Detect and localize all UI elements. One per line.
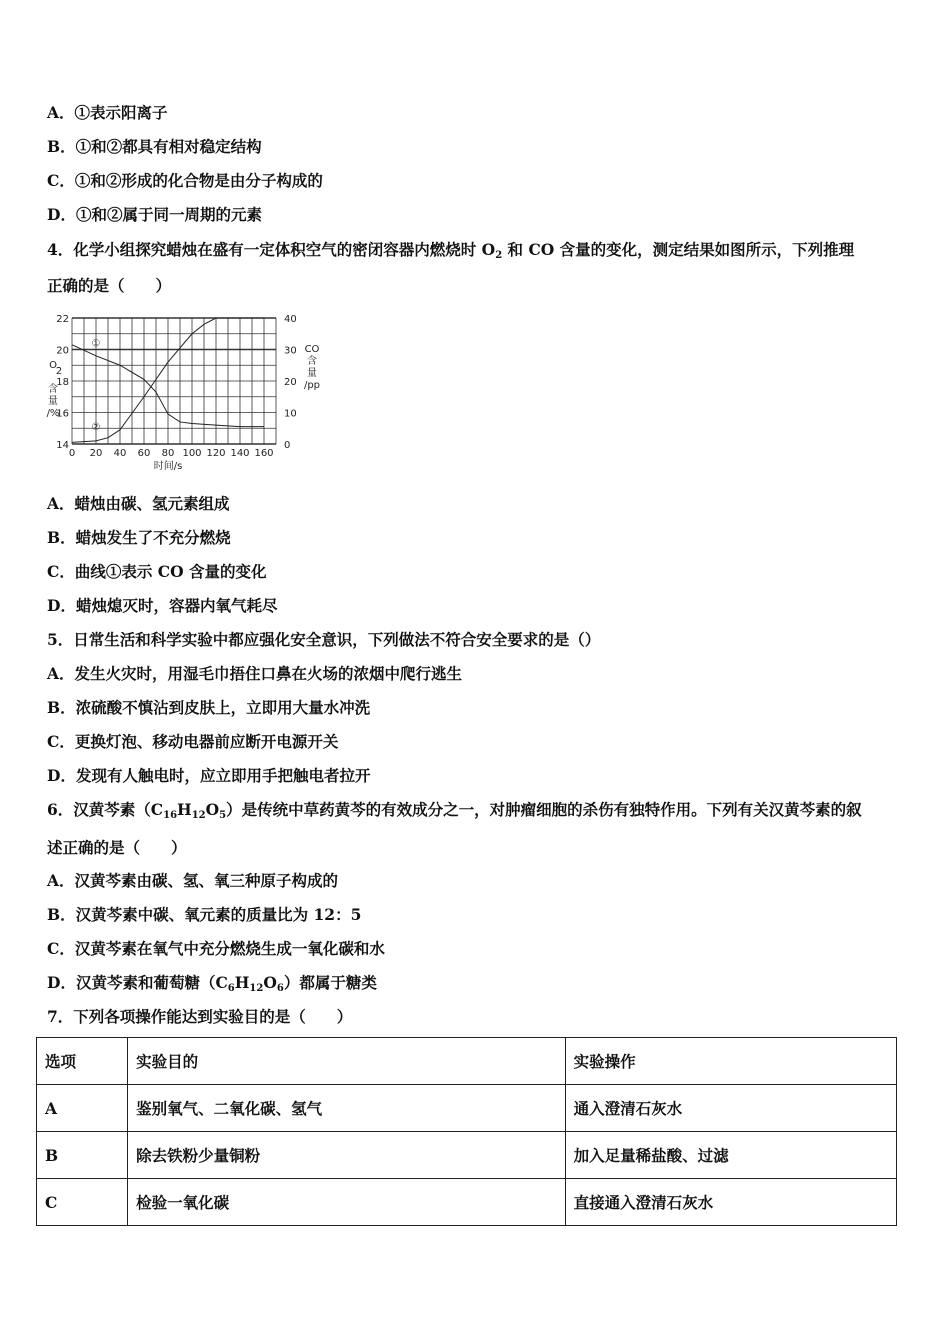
y-left-tick-label: 16 xyxy=(56,408,69,420)
header-option: 选项 xyxy=(37,1038,128,1085)
q4-option-d: D．蜡烛熄灭时，容器内氧气耗尽 xyxy=(47,596,278,615)
q4-chart xyxy=(40,306,340,478)
x-tick-label: 40 xyxy=(113,448,127,459)
y-right-tick-label: 30 xyxy=(284,345,297,357)
row-b-option: B xyxy=(37,1132,128,1179)
q4-stem-sub: 2 xyxy=(495,250,503,261)
q6-optd-sub-c: 6 xyxy=(227,983,235,994)
q6-sub-c: 16 xyxy=(163,810,178,821)
y-right-axis-label: /pp xyxy=(303,380,321,391)
x-tick-label: 140 xyxy=(230,448,250,459)
q3-option-a: A．①表示阳离子 xyxy=(47,103,168,122)
q6-stem-b: H xyxy=(177,800,192,819)
y-left-axis-label: O xyxy=(49,360,57,371)
q6-stem-line1 xyxy=(47,800,862,826)
row-b-operation: 加入足量稀盐酸、过滤 xyxy=(565,1132,896,1179)
x-tick-label: 120 xyxy=(206,448,226,459)
q6-optd-b: H xyxy=(234,973,250,992)
x-tick-label: 0 xyxy=(68,448,76,459)
row-a-purpose: 鉴别氧气、二氧化碳、氢气 xyxy=(128,1085,566,1132)
y-left-axis-label: 含 xyxy=(48,384,58,395)
q5-option-a: A．发生火灾时，用湿毛巾捂住口鼻在火场的浓烟中爬行逃生 xyxy=(47,664,463,683)
q4-option-b: B．蜡烛发生了不充分燃烧 xyxy=(47,528,231,547)
q6-optd-d: ）都属于糖类 xyxy=(283,973,377,992)
q4-stem-part1: 4．化学小组探究蜡烛在盛有一定体积空气的密闭容器内燃烧时 O xyxy=(47,240,496,259)
header-operation: 实验操作 xyxy=(565,1038,896,1085)
x-tick-label: 80 xyxy=(161,448,175,459)
q7-stem: 7．下列各项操作能达到实验目的是（ ） xyxy=(47,1007,353,1026)
q4-stem-part2: 和 CO 含量的变化，测定结果如图所示，下列推理 xyxy=(502,240,855,259)
y-left-tick-label: 14 xyxy=(56,440,69,451)
y-right-tick-label: 0 xyxy=(284,440,291,451)
y-right-axis-label: CO xyxy=(304,344,320,355)
q6-option-c: C．汉黄芩素在氧气中充分燃烧生成一氧化碳和水 xyxy=(47,939,385,958)
row-a-option: A xyxy=(37,1085,128,1132)
curve-label-1: ① xyxy=(91,338,101,350)
table-header-row xyxy=(37,1038,897,1085)
q6-option-d xyxy=(47,973,377,999)
q6-sub-o: 5 xyxy=(219,810,227,821)
chart-labels xyxy=(47,338,320,432)
q6-optd-c: O xyxy=(263,973,277,992)
y-left-tick-label: 22 xyxy=(56,314,69,325)
q6-optd-a: D．汉黄芩素和葡萄糖（C xyxy=(47,973,228,992)
q6-stem-a: 6．汉黄芩素（C xyxy=(47,800,164,819)
table-row xyxy=(37,1179,897,1226)
q5-stem: 5．日常生活和科学实验中都应强化安全意识，下列做法不符合安全要求的是（） xyxy=(47,630,601,649)
x-tick-label: 160 xyxy=(254,448,274,459)
y-right-tick-label: 10 xyxy=(284,408,297,420)
y-right-tick-label: 20 xyxy=(284,377,297,388)
q4-option-c: C．曲线①表示 CO 含量的变化 xyxy=(47,562,267,581)
x-tick-label: 20 xyxy=(89,448,103,459)
q6-sub-h: 12 xyxy=(191,810,206,821)
y-left-axis-label: 2 xyxy=(55,366,63,377)
q3-option-d: D．①和②属于同一周期的元素 xyxy=(47,205,262,224)
q6-option-a: A．汉黄芩素由碳、氢、氧三种原子构成的 xyxy=(47,871,339,890)
y-left-tick-label: 18 xyxy=(56,377,69,388)
q6-option-b: B．汉黄芩素中碳、氧元素的质量比为 12：5 xyxy=(47,905,362,924)
q7-table xyxy=(36,1037,897,1226)
row-a-operation: 通入澄清石灰水 xyxy=(565,1085,896,1132)
q3-option-b: B．①和②都具有相对稳定结构 xyxy=(47,137,262,156)
y-left-axis-label: 量 xyxy=(48,396,58,407)
x-tick-label: 100 xyxy=(182,448,202,459)
header-purpose: 实验目的 xyxy=(128,1038,566,1085)
q5-option-c: C．更换灯泡、移动电器前应断开电源开关 xyxy=(47,732,339,751)
x-axis-label: 时间/s xyxy=(153,461,183,472)
q4-option-a: A．蜡烛由碳、氢元素组成 xyxy=(47,494,230,513)
q6-optd-sub-h: 12 xyxy=(249,983,264,994)
x-tick-label: 60 xyxy=(137,448,151,459)
table-row xyxy=(37,1085,897,1132)
q5-option-d: D．发现有人触电时，应立即用手把触电者拉开 xyxy=(47,766,371,785)
y-left-tick-label: 20 xyxy=(56,345,69,357)
y-right-axis-label: 含 xyxy=(307,356,317,367)
table-row xyxy=(37,1132,897,1179)
curve-label-2: ② xyxy=(91,421,101,433)
y-right-tick-label: 40 xyxy=(284,314,297,325)
q6-optd-sub-o: 6 xyxy=(276,983,284,994)
y-left-axis-label: /% xyxy=(46,408,60,419)
q5-option-b: B．浓硫酸不慎沾到皮肤上，立即用大量水冲洗 xyxy=(47,698,371,717)
q6-stem-line2: 述正确的是（ ） xyxy=(47,838,187,857)
y-right-axis-label: 量 xyxy=(307,368,317,379)
q4-stem-line2: 正确的是（ ） xyxy=(47,276,172,295)
q3-option-c: C．①和②形成的化合物是由分子构成的 xyxy=(47,171,323,190)
row-c-purpose: 检验一氧化碳 xyxy=(128,1179,566,1226)
row-c-operation: 直接通入澄清石灰水 xyxy=(565,1179,896,1226)
q4-stem-line1 xyxy=(47,240,854,266)
row-b-purpose: 除去铁粉少量铜粉 xyxy=(128,1132,566,1179)
row-c-option: C xyxy=(37,1179,128,1226)
q6-stem-c: O xyxy=(205,800,220,819)
q6-stem-d: ）是传统中草药黄芩的有效成分之一，对肿瘤细胞的杀伤有独特作用。下列有关汉黄芩素的叙 xyxy=(226,800,862,819)
chart-grid xyxy=(72,318,276,444)
